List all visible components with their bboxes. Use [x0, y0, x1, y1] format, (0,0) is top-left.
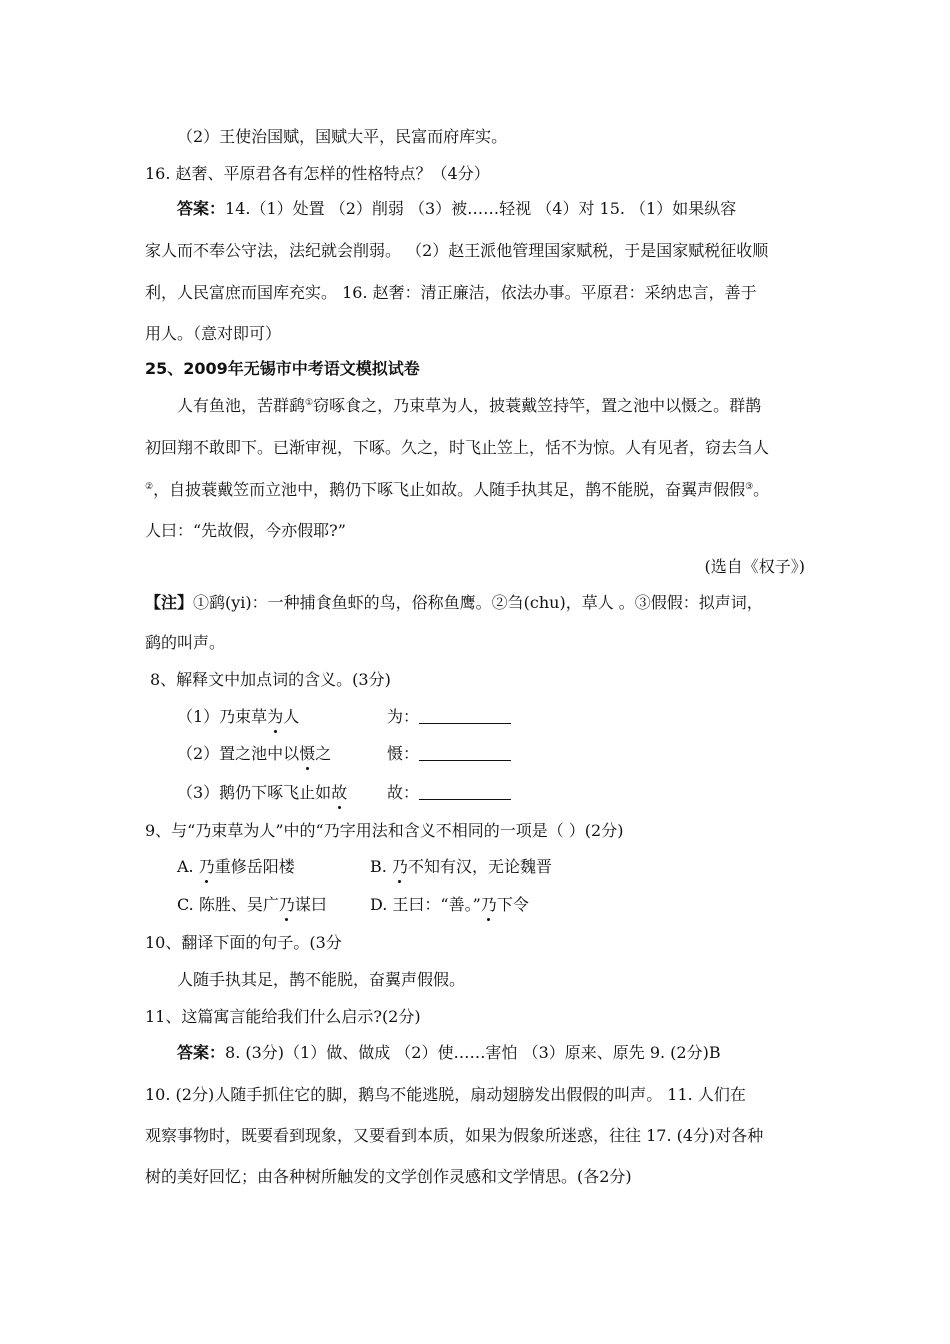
note-line-1: 【注】①鹞(yi)：一种捕食鱼虾的鸟，俗称鱼鹰。②刍(chu)，草人 。③假假：拟声词，	[145, 593, 763, 612]
question-8-answer-1: 为：	[387, 706, 511, 728]
answer-blank[interactable]	[419, 785, 511, 800]
answer-label: 答案：	[177, 199, 226, 218]
question-9-option-a: A. 乃重修岳阳楼	[177, 857, 295, 876]
question-10-sentence: 人随手执其足，鹊不能脱，奋翼声假假。	[177, 970, 466, 989]
question-10: 10、翻译下面的句子。(3分	[145, 933, 342, 952]
question-8-item-3: （3）鹅仍下啄飞止如故	[177, 783, 348, 802]
question-11: 11、这篇寓言能给我们什么启示?(2分)	[145, 1007, 421, 1026]
question-9-option-b: B. 乃不知有汉，无论魏晋	[370, 857, 552, 876]
question-8: 8、解释文中加点词的含义。(3分)	[150, 670, 391, 689]
question-8-item-1: （1）乃束草为人	[177, 707, 300, 726]
question-8-item-2: （2）置之池中以慑之	[177, 744, 332, 763]
source-citation: (选自《权子》)	[704, 557, 805, 576]
answer-block-2-line-2: 10. (2分)人随手抓住它的脚，鹅鸟不能逃脱，扇动翅膀发出假假的叫声。 11. 人们在	[145, 1085, 746, 1104]
passage-line-1: 人有鱼池，苦群鹞①窃啄食之，乃束草为人，披蓑戴笠持竿，置之池中以慑之。群鹊	[177, 396, 762, 415]
answer-block-1-line-4: 用人。（意对即可）	[145, 324, 282, 343]
passage-line-4: 人曰：“先故假，今亦假耶?”	[145, 521, 346, 540]
question-8-answer-2: 慑：	[387, 743, 511, 765]
question-16: 16. 赵奢、平原君各有怎样的性格特点？（4分）	[145, 164, 490, 183]
answer-block-1-line-1: 答案：14.（1）处置 （2）削弱 （3）被……轻视 （4）对 15. （1）如果纵容	[177, 199, 737, 218]
question-9-option-d: D. 王曰：“善。”乃下令	[370, 895, 529, 914]
note-line-2: 鹞的叫声。	[145, 633, 226, 652]
question-8-answer-3: 故：	[387, 782, 511, 804]
passage-line-2: 初回翔不敢即下。已渐审视，下啄。久之，时飞止笠上，恬不为惊。人有见者，窃去刍人	[145, 438, 770, 457]
answer-block-2-line-4: 树的美好回忆；由各种树所触发的文学创作灵感和文学情思。(各2分)	[145, 1167, 632, 1186]
question-9: 9、与“乃束草为人”中的“乃字用法和含义不相同的一项是（ ）(2分)	[145, 821, 624, 840]
answer-block-2-line-3: 观察事物时，既要看到现象，又要看到本质，如果为假象所迷惑，往往 17. (4分)对各种	[145, 1126, 764, 1145]
answer-blank[interactable]	[419, 709, 511, 724]
question-9-option-c: C. 陈胜、吴广乃谋曰	[177, 895, 327, 914]
answer-block-1-line-2: 家人而不奉公守法，法纪就会削弱。 （2）赵王派他管理国家赋税，于是国家赋税征收顺	[145, 241, 769, 260]
section-heading: 25、2009年无锡市中考语文模拟试卷	[145, 359, 420, 378]
answer-line-2: （2）王使治国赋，国赋大平，民富而府库实。	[177, 127, 508, 146]
answer-block-1-line-3: 利，人民富庶而国库充实。 16. 赵奢：清正廉洁，依法办事。平原君：采纳忠言，善于	[145, 283, 757, 302]
answer-blank[interactable]	[419, 746, 511, 761]
passage-line-3: ②，自披蓑戴笠而立池中，鹅仍下啄飞止如故。人随手执其足，鹊不能脱，奋翼声假假③。	[145, 480, 770, 499]
answer-block-2-line-1: 答案：8. (3分)（1）做、做成 （2）使……害怕 （3）原来、原先 9. (2分)B	[177, 1043, 721, 1062]
